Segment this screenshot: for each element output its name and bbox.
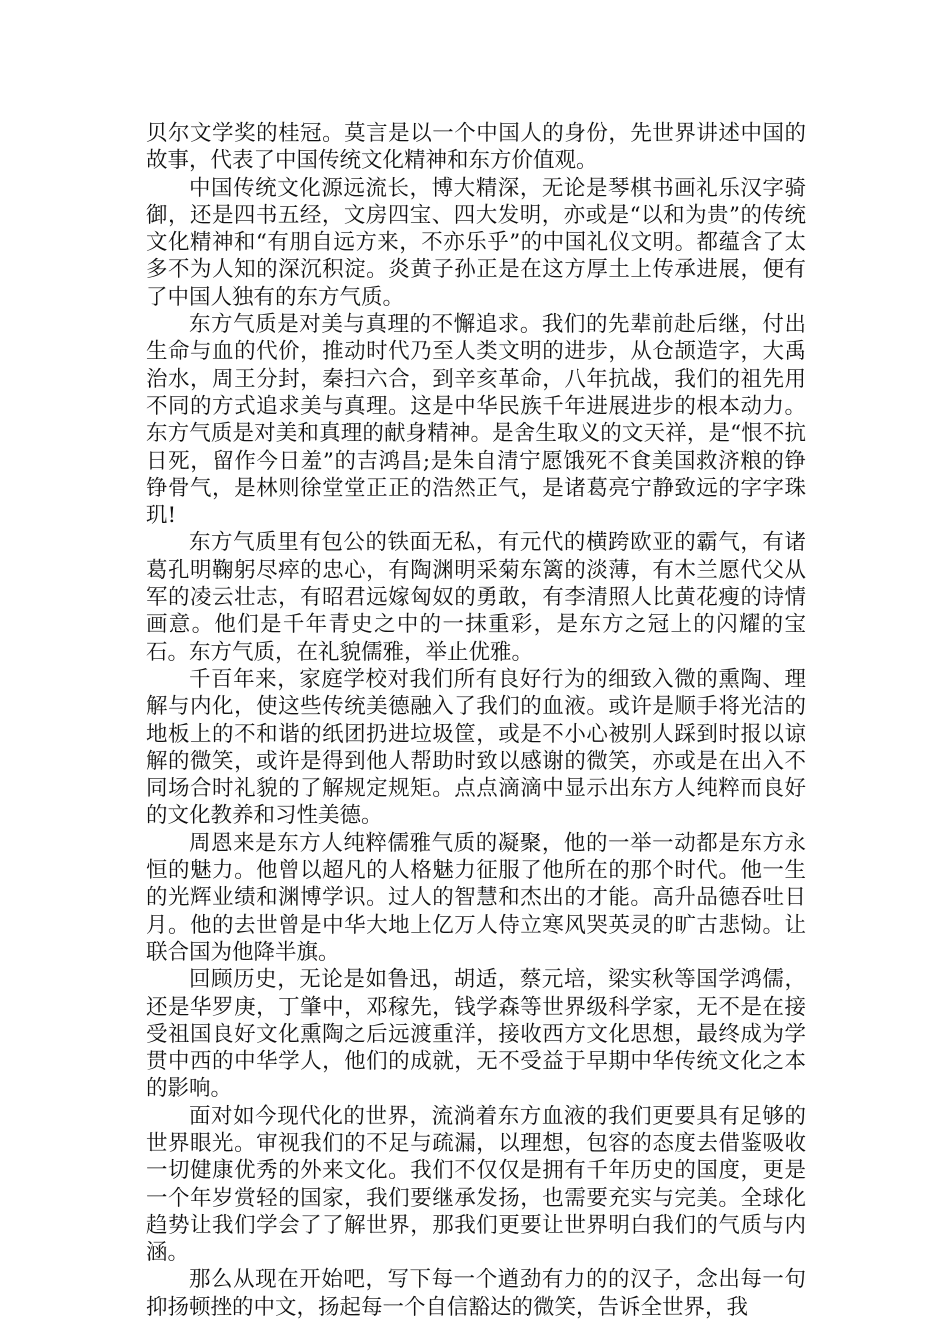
paragraph-6: 周恩来是东方人纯粹儒雅气质的凝聚，他的一举一动都是东方永恒的魅力。他曾以超凡的人格魅力征服了他所在的那个时代。他一生的光辉业绩和渊博学识。过人的智慧和杰出的才能。高升品德吞吐日月。他的去世曾是中华大地上亿万人侍立寒风哭英灵的旷古悲恸。让联合国为他降半旗。 [146, 830, 806, 965]
document-page [146, 120, 806, 1321]
paragraph-9: 那么从现在开始吧，写下每一个遒劲有力的的汉子，念出每一句抑扬顿挫的中文，扬起每一个自信豁达的微笑，告诉全世界，我 [146, 1267, 806, 1320]
paragraph-1: 贝尔文学奖的桂冠。莫言是以一个中国人的身份，先世界讲述中国的故事，代表了中国传统文化精神和东方价值观。 [146, 121, 806, 174]
paragraph-7: 回顾历史，无论是如鲁迅，胡适，蔡元培，梁实秋等国学鸿儒，还是华罗庚，丁肇中，邓稼先，钱学森等世界级科学家，无不是在接受祖国良好文化熏陶之后远渡重洋，接收西方文化思想，最终成为学贯中西的中华学人，他们的成就，无不受益于早期中华传统文化之本的影响。 [146, 967, 806, 1102]
paragraph-2: 中国传统文化源远流长，博大精深，无论是琴棋书画礼乐汉字骑御，还是四书五经，文房四宝、四大发明，亦或是“以和为贵”的传统文化精神和“有朋自远方来，不亦乐乎”的中国礼仪文明。都蕴含了太多不为人知的深沉积淀。炎黄子孙正是在这方厚土上传承进展，便有了中国人独有的东方气质。 [146, 175, 806, 310]
paragraph-8: 面对如今现代化的世界，流淌着东方血液的我们更要具有足够的世界眼光。审视我们的不足与疏漏，以理想，包容的态度去借鉴吸收一切健康优秀的外来文化。我们不仅仅是拥有千年历史的国度，更是一个年岁赏轻的国家，我们要继承发扬，也需要充实与完美。全球化趋势让我们学会了了解世界，那我们更要让世界明白我们的气质与内涵。 [146, 1103, 806, 1266]
paragraph-4: 东方气质里有包公的铁面无私，有元代的横跨欧亚的霸气，有诸葛孔明鞠躬尽瘁的忠心，有陶渊明采菊东篱的淡薄，有木兰愿代父从军的凌云壮志，有昭君远嫁匈奴的勇敢，有李清照人比黄花瘦的诗情画意。他们是千年青史之中的一抹重彩，是东方之冠上的闪耀的宝石。东方气质，在礼貌儒雅，举止优雅。 [146, 530, 806, 665]
paragraph-3: 东方气质是对美与真理的不懈追求。我们的先辈前赴后继，付出生命与血的代价，推动时代乃至人类文明的进步，从仓颉造字，大禹治水，周王分封，秦扫六合，到辛亥革命，八年抗战，我们的祖先用不同的方式追求美与真理。这是中华民族千年进展进步的根本动力。东方气质是对美和真理的献身精神。是舍生取义的文天祥，是“恨不抗日死，留作今日羞”的吉鸿昌;是朱自清宁愿饿死不食美国救济粮的铮铮骨气，是林则徐堂堂正正的浩然正气，是诸葛亮宁静致远的字字珠玑! [146, 312, 806, 529]
paragraph-5: 千百年来，家庭学校对我们所有良好行为的细致入微的熏陶、理解与内化，使这些传统美德融入了我们的血液。或许是顺手将光洁的地板上的不和谐的纸团扔进垃圾筐，或是不小心被别人踩到时报以谅解的微笑，或许是得到他人帮助时致以感谢的微笑，亦或是在出入不同场合时礼貌的了解规定规矩。点点滴滴中显示出东方人纯粹而良好的文化教养和习性美德。 [146, 666, 806, 829]
